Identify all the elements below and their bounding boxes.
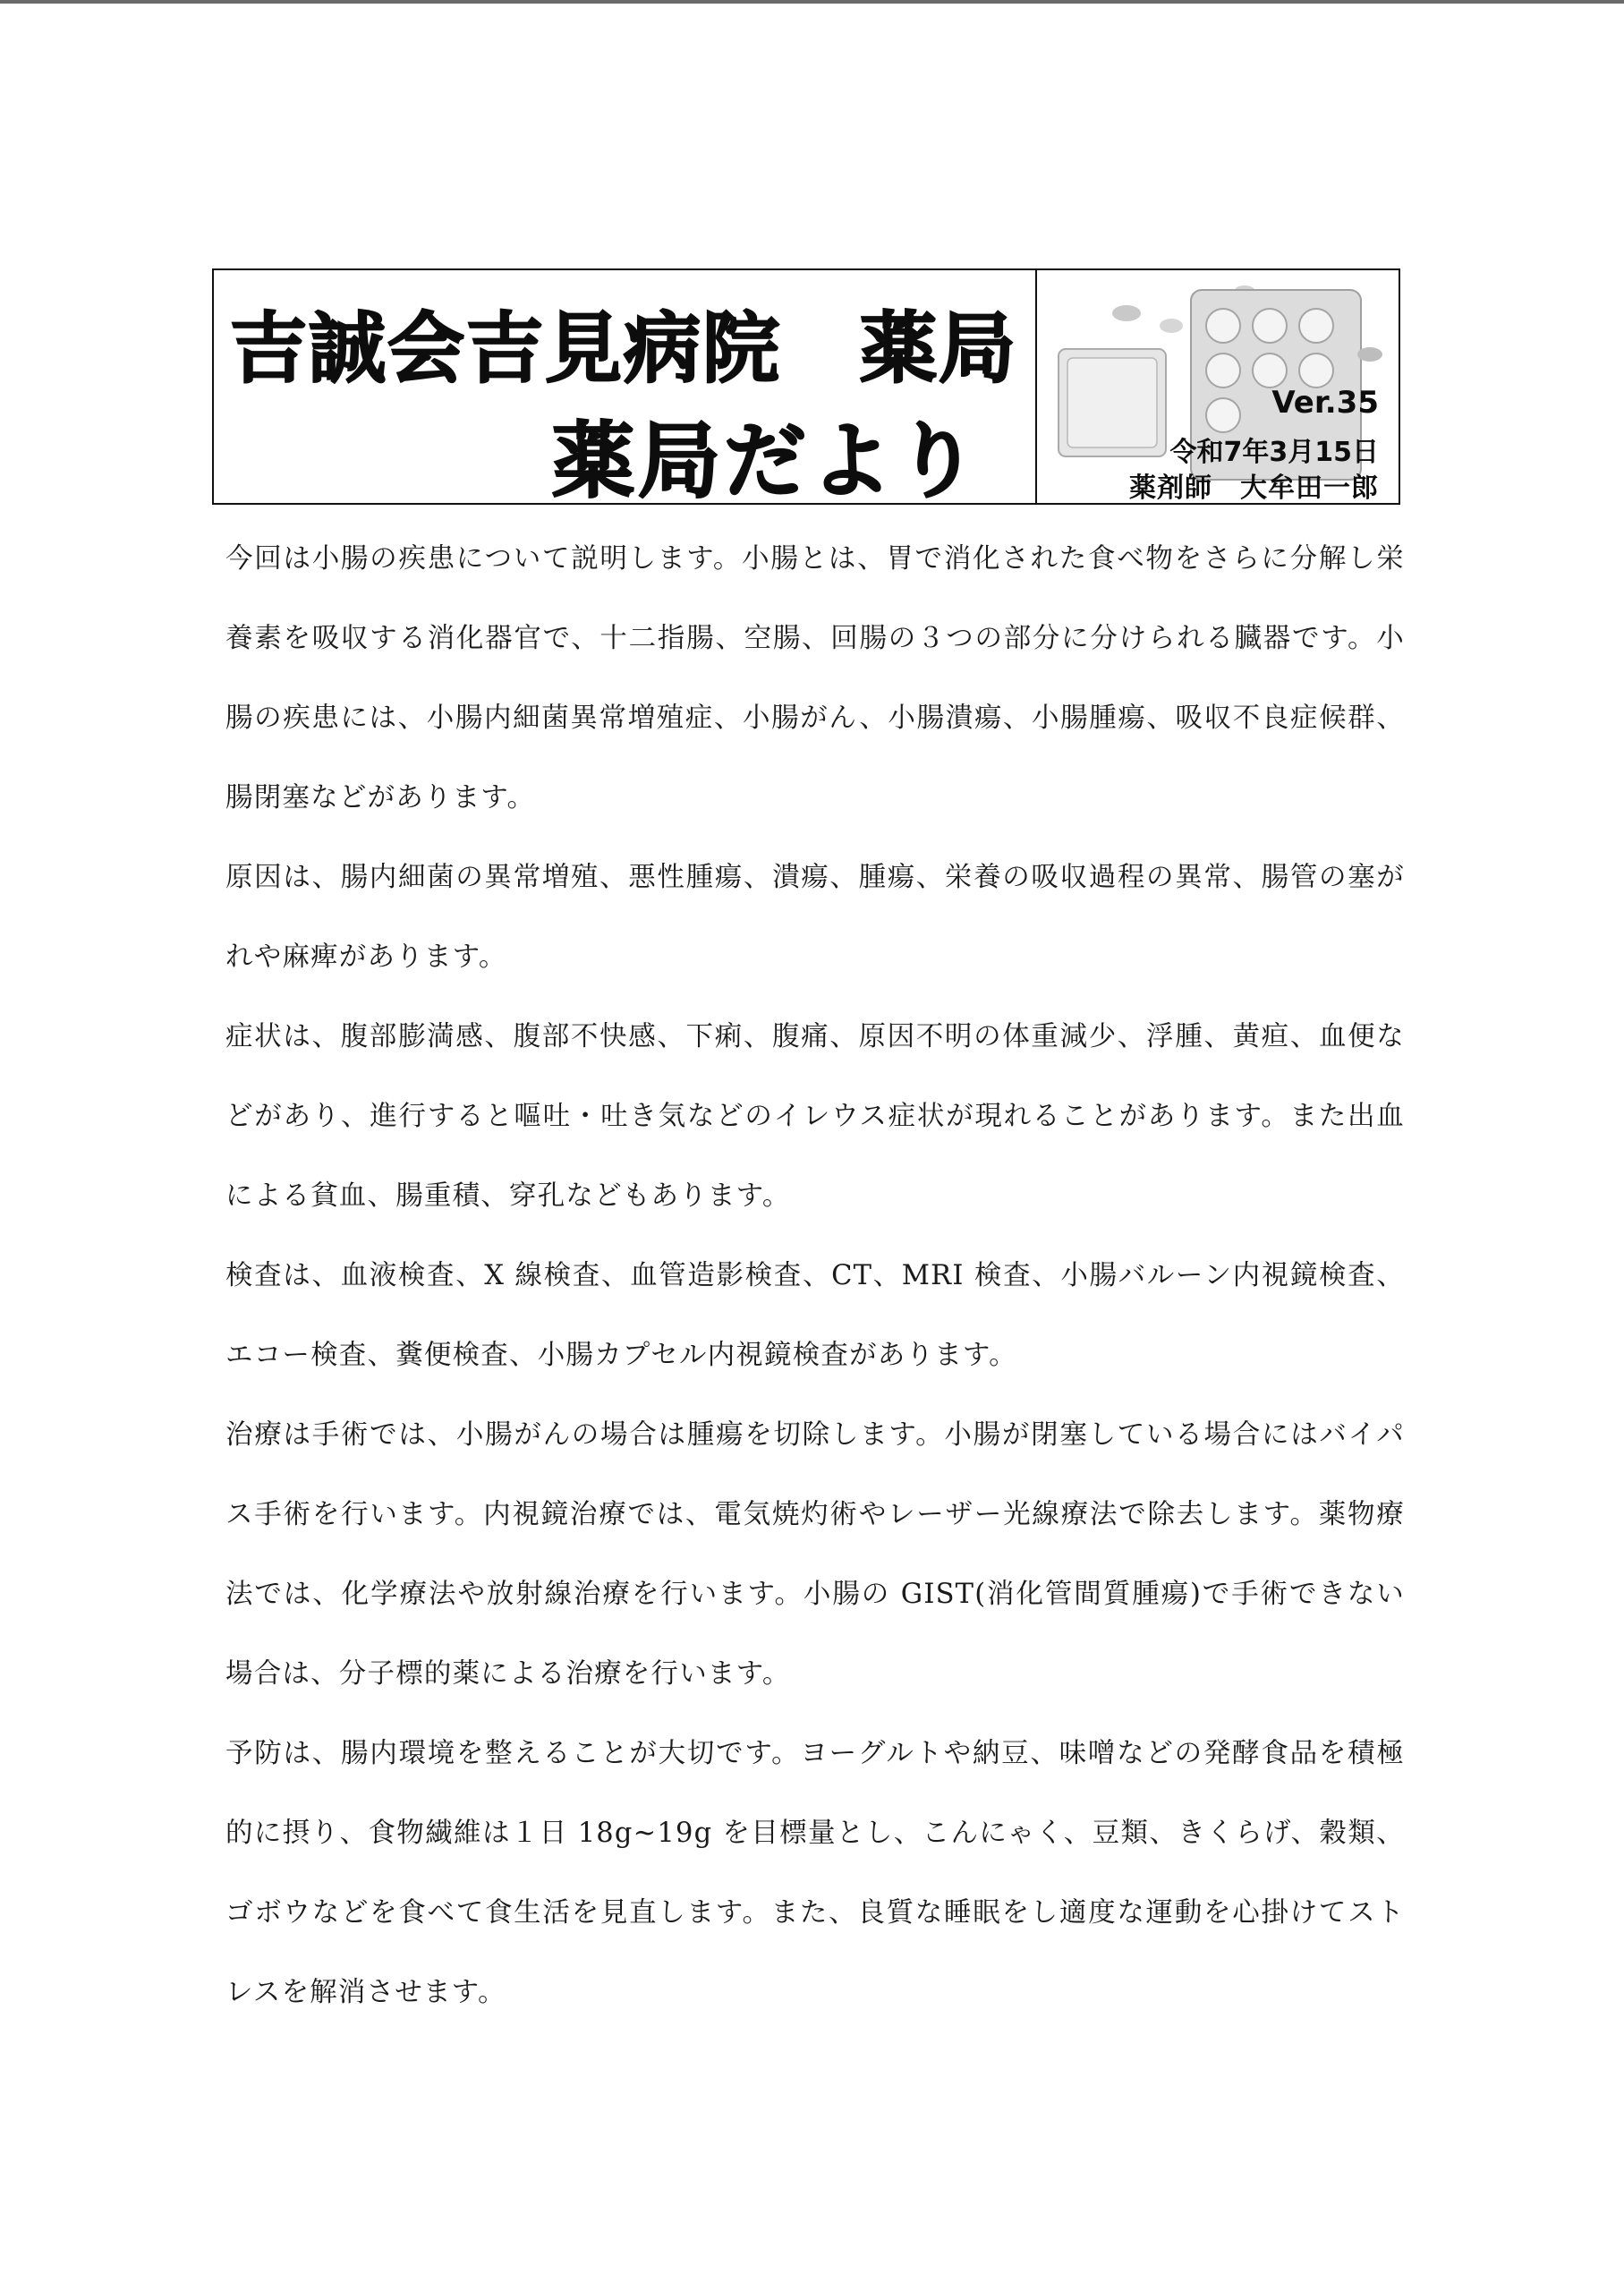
paragraph-treatment: 治療は手術では、小腸がんの場合は腫瘍を切除します。小腸が閉塞している場合にはバイパス手術を行います。内視鏡治療では、電気焼灼術やレーザー光線療法で除去します。薬物療法では、化学療法や放射線治療を行います。小腸の GIST(消化管間質腫瘍)で手術できない場合は、分子標的薬による治療を行います。 bbox=[225, 1419, 1405, 1690]
author-name: 薬剤師 大牟田一郎 bbox=[1129, 473, 1379, 503]
header-title-area bbox=[214, 270, 1035, 509]
header-info-area bbox=[1037, 270, 1399, 503]
newsletter-header bbox=[212, 268, 1400, 509]
newsletter-title: 薬局だより bbox=[551, 413, 982, 509]
paragraph-tests: 検査は、血液検査、X 線検査、血管造影検査、CT、MRI 検査、小腸バルーン内視鏡検査、エコー検査、糞便検査、小腸カプセル内視鏡検査があります。 bbox=[225, 1260, 1405, 1371]
paragraph-causes: 原因は、腸内細菌の異常増殖、悪性腫瘍、潰瘍、腫瘍、栄養の吸収過程の異常、腸管の塞がれや麻痺があります。 bbox=[225, 862, 1405, 973]
paragraph-prevention: 予防は、腸内環境を整えることが大切です。ヨーグルトや納豆、味噌などの発酵食品を積極的に摂り、食物繊維は１日 18g~19g を目標量とし、こんにゃく、豆類、きくらげ、穀類、ゴボウなどを食べて食生活を見直します。また、良質な睡眠をし適度な運動を心掛けてストレスを解消させます。 bbox=[225, 1738, 1405, 2008]
issue-date: 令和7年3月15日 bbox=[1169, 437, 1379, 468]
scan-top-edge bbox=[0, 0, 1624, 4]
paragraph-symptoms: 症状は、腹部膨満感、腹部不快感、下痢、腹痛、原因不明の体重減少、浮腫、黄疸、血便などがあり、進行すると嘔吐・吐き気などのイレウス症状が現れることがあります。また出血による貧血、腸重積、穿孔などもあります。 bbox=[225, 1021, 1405, 1212]
issue-version: Ver.35 bbox=[1271, 385, 1379, 421]
paragraph-intro: 今回は小腸の疾患について説明します。小腸とは、胃で消化された食べ物をさらに分解し栄養素を吸収する消化器官で、十二指腸、空腸、回腸の３つの部分に分けられる臓器です。小腸の疾患には、小腸内細菌異常増殖症、小腸がん、小腸潰瘍、小腸腫瘍、吸収不良症候群、腸閉塞などがあります。 bbox=[225, 543, 1405, 813]
article-body bbox=[225, 519, 1405, 2032]
hospital-name: 吉誠会吉見病院 薬局 bbox=[230, 304, 1017, 394]
